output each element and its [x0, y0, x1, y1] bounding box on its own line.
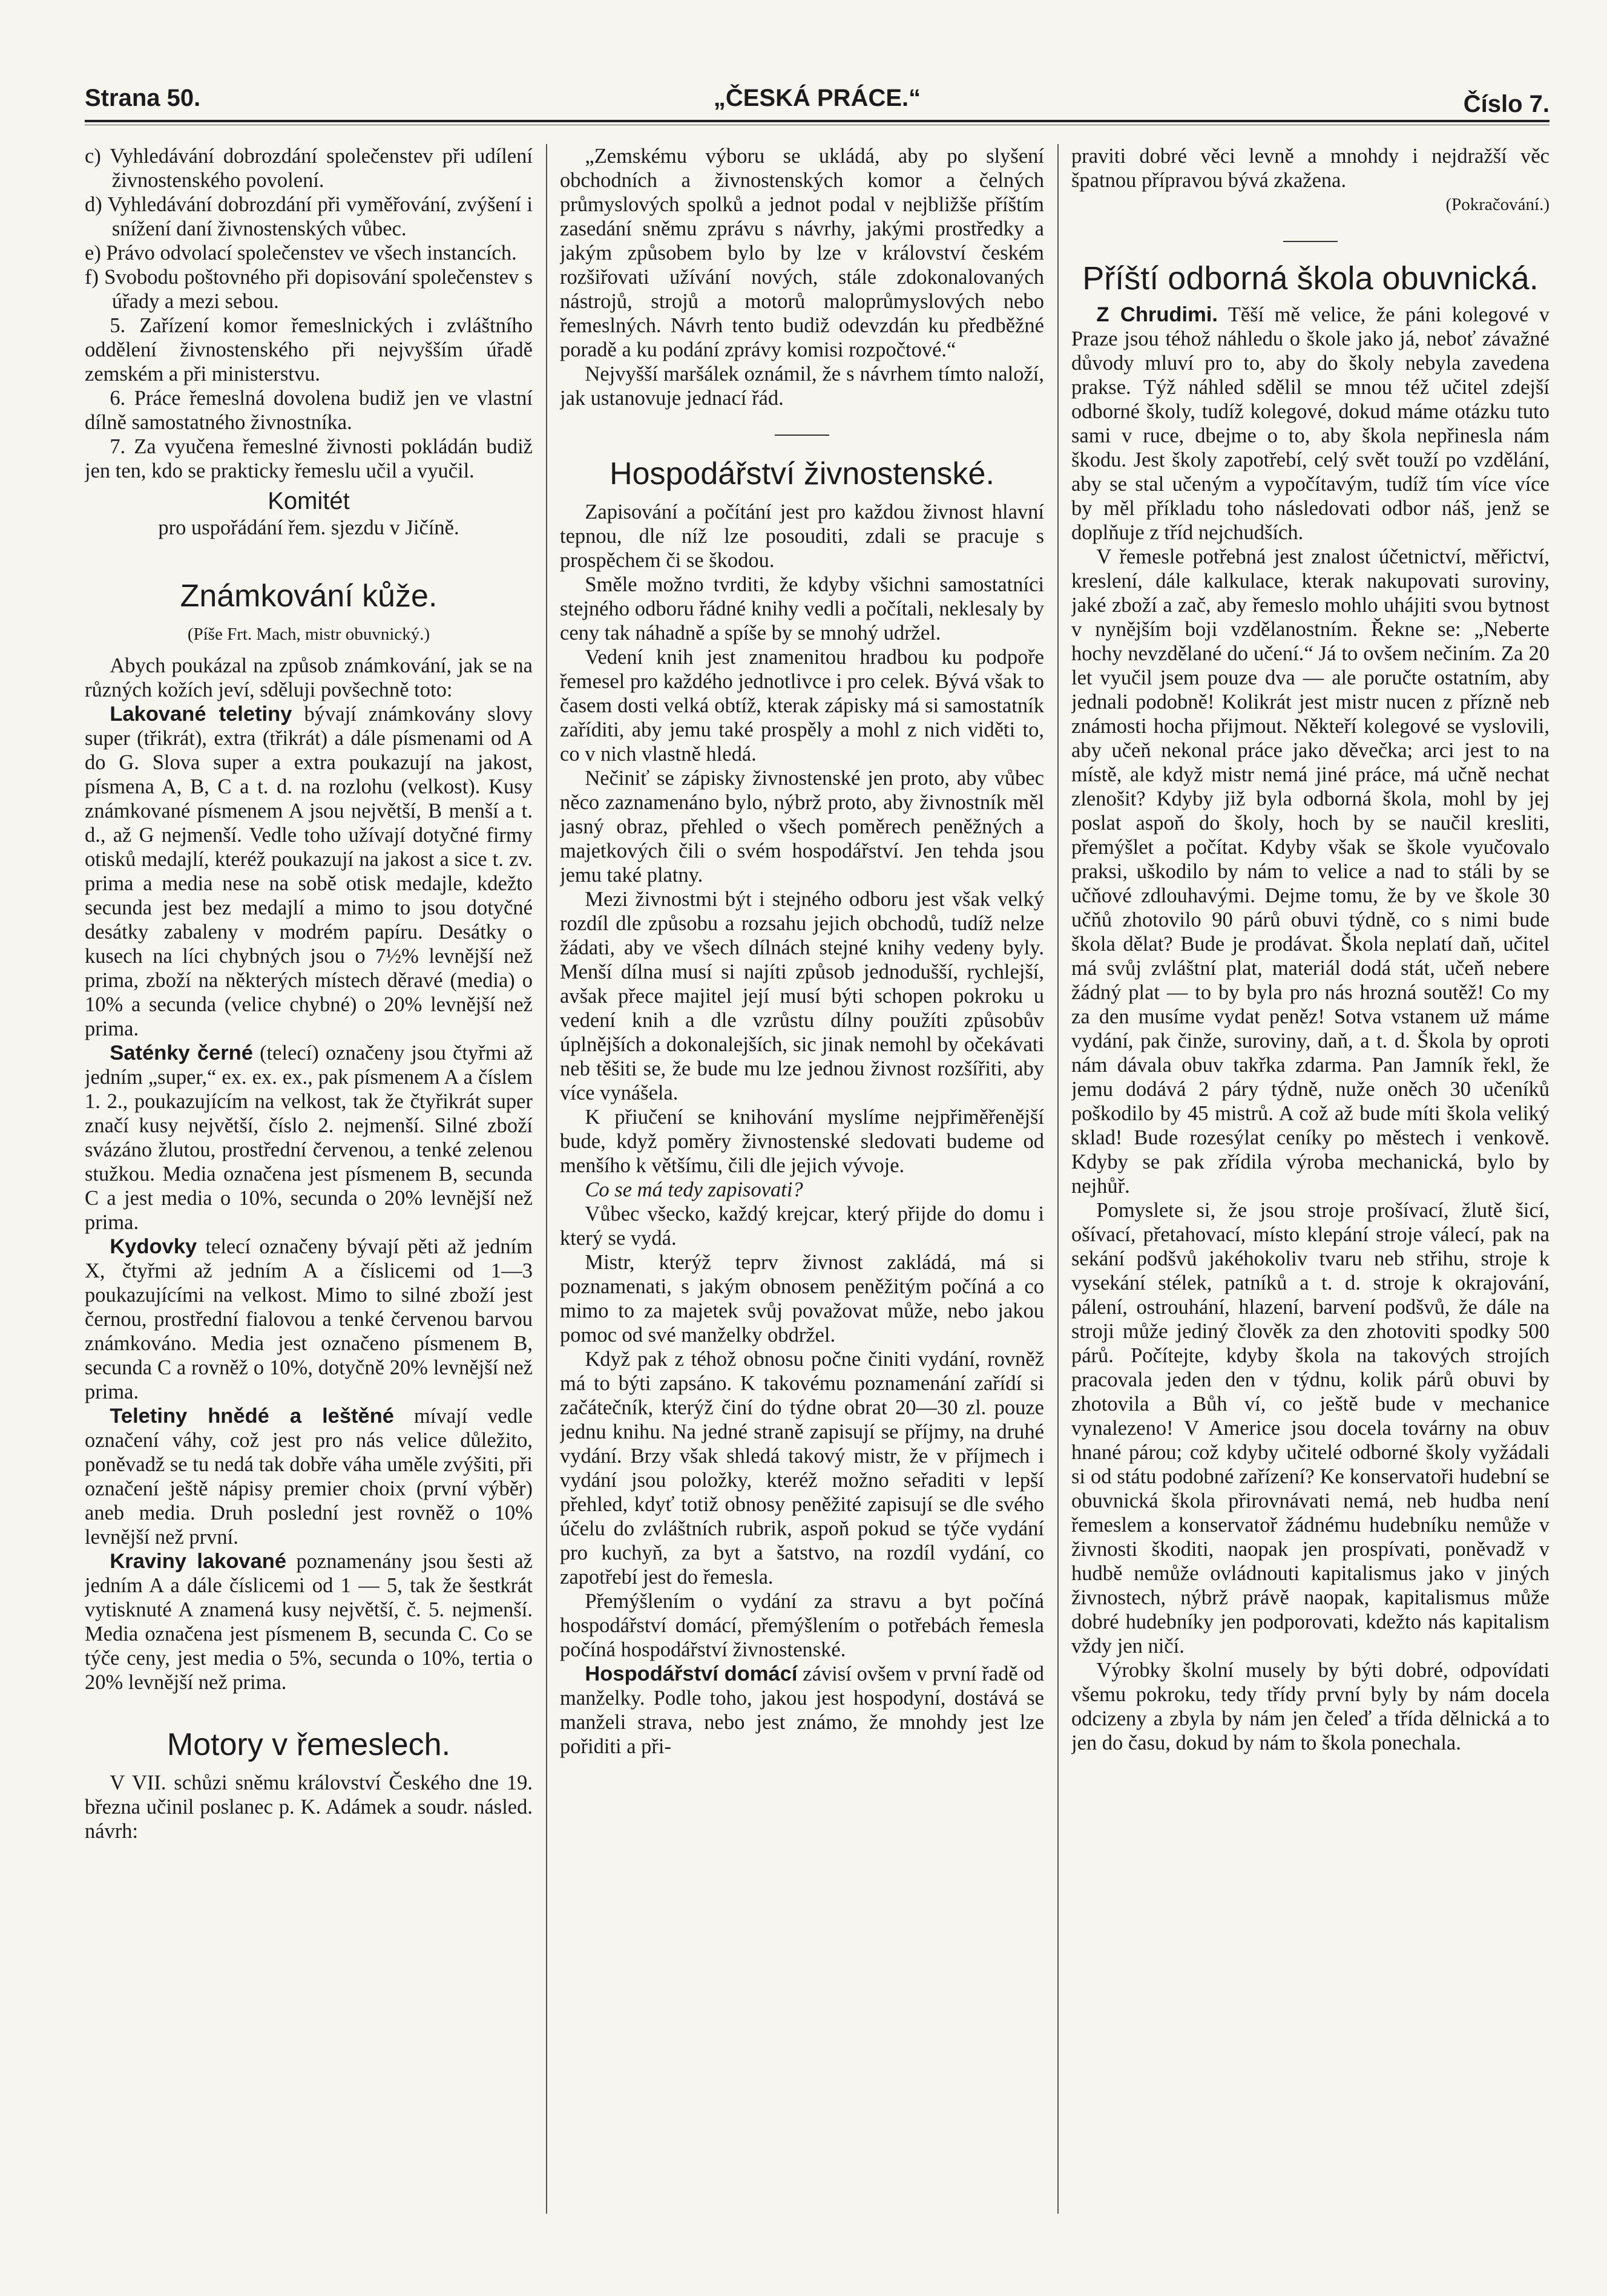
- paragraph: Kydovky telecí označeny bývají pěti až jedním X, čtyřmi až jedním A a číslicemi od 1—3 poukazujícími na velkost. Mimo to silné zboží jest černou, prostřední fialovou a tenké červenou barvou známkováno. Media jest označeno písmenem B, secunda C a rovněž o 10%, dotyčně 20% levnější než prima.: [85, 1235, 533, 1403]
- column-2: [560, 144, 1044, 2250]
- paragraph: Nejvyšší maršálek oznámil, že s návrhem tímto naloží, jak ustanovuje jednací řád.: [560, 362, 1044, 410]
- bold-term: Lakované teletiny: [110, 703, 292, 726]
- column-3: [1071, 144, 1549, 2250]
- list-item: c) Vyhledávání dobrozdání společenstev při udílení živnostenského povolení.: [85, 145, 533, 192]
- list-item: e) Právo odvolací společenstev ve všech instancích.: [85, 241, 517, 264]
- paragraph: Z Chrudimi. Těší mě velice, že páni kolegové v Praze jsou téhož náhledu o škole jako já, neboť závažné důvody mluví pro to, aby do školy nebyla zavedena prakse. Týž náhled sdělil se mnou též učitel zdejší odborné školy, tudíž kolegové, dokud máme otázku tuto sami v ruce, dbejme o to, aby škola nepřinesla nám škodu. Jest školy zapotřebí, celý svět touží po vzdělání, aby se stal učeným a vypočítavým, tudíž tím více více by měl příkladu toho následovati odbor náš, jenž se doplňuje z tříd nejchudších.: [1071, 303, 1549, 544]
- column-divider: [546, 144, 547, 2214]
- bold-term: Kydovky: [110, 1235, 197, 1258]
- paragraph: Přemýšlením o vydání za stravu a byt počíná hospodářství domácí, přemýšlením o potřebách řemesla počíná hospodářství živnostenské.: [560, 1590, 1044, 1661]
- paragraph: 6. Práce řemeslná dovolena budiž jen ve vlastní dílně samostatného živnostníka.: [85, 387, 533, 434]
- paragraph: Kraviny lakované poznamenány jsou šesti až jedním A a dále číslicemi od 1 — 5, tak že šestkrát vytisknuté A znamená kusy největší, č. 5. nejmenší. Media označena jest písmenem B, secunda C. Co se týče ceny, jest media o 5%, secunda o 10%, tertia o 20% levnější než prima.: [85, 1550, 533, 1694]
- paragraph: Saténky černé (telecí) označeny jsou čtyřmi až jedním „super,“ ex. ex. ex., pak písmenem A a číslem 1. 2., poukazujícím na velkost, tak že čtyřikrát super značí kusy největší, číslo 2. nejmenší. Silné zboží svázáno žlutou, prostřední červenou, a tenké zelenou stužkou. Media označena jest písmenem B, secunda C a jest media o 10%, secunda o 20% levnější než prima.: [85, 1041, 533, 1234]
- newspaper-title: „ČESKÁ PRÁCE.“: [713, 85, 921, 111]
- page-header: [85, 85, 1549, 121]
- paragraph: Pomyslete si, že jsou stroje prošívací, žlutě šicí, ošívací, přetahovací, místo klepání stroje válecí, pak na sekání podšvů jakéhokoliv tvaru neb střihu, stroje k vysekání stélek, patníků a t. d. stroje k okrajování, pálení, ostrouhání, hlazení, barvení podšvů, že dále na stroji může jediný člověk za den zhotoviti spodky 500 párů. Počítejte, kdyby škola na takových strojích pracovala jeden den v týdnu, kolik párů obuvi by zhotovila a Bůh ví, co ještě bude v mechanice vynalezeno! V Americe jsou docela továrny na obuv hnané párou; což kdyby učitelé odborné školy vyžádali si od státu podobné zařízení? Ke konservatoři hudební se obuvnická škola přirovnávati nemá, neb hudba není řemeslem a konservatoř žádnému hudebníku nemůže v živnosti škoditi, naopak jen prospívati, poněvadž v hudbě nemůže ovládnouti kapitalismus jako v jiných živnostech, nýbrž právě naopak, kapitalismus může dobré hudebníky jen podporovati, kdežto nás kapitalism vždy jen ničí.: [1071, 1199, 1549, 1658]
- continuation-note: (Pokračování.): [1445, 195, 1549, 214]
- paragraph: Teletiny hnědé a leštěné mívají vedle označení váhy, což jest pro nás velice důležito, poněvadž se tu nedá tak dobře váha uměle zvýšiti, při označení ještě nápisy premier choix (první výběr) aneb media. Druh poslední jest rovněž o 10% levnější než první.: [85, 1405, 533, 1549]
- header-rule: [85, 120, 1549, 122]
- paragraph: Nečiniť se zápisky živnostenské jen proto, aby vůbec něco zaznamenáno bylo, nýbrž proto, aby živnostník měl jasný obraz, přehled o všech poměrech peněžných a majetkových čili o svém hospodářství. Jen tehda jsou jemu také platny.: [560, 767, 1044, 887]
- paragraph: Abych poukázal na způsob známkování, jak se na různých kožích jeví, sděluji povšechně toto:: [85, 654, 533, 701]
- paragraph: Zapisování a počítání jest pro každou živnost hlavní tepnou, dle níž lze posouditi, zdali se pracuje s prospěchem či se škodou.: [560, 500, 1044, 572]
- paragraph: 7. Za vyučena řemeslné živnosti pokládán budiž jen ten, kdo se prakticky řemeslu učil a vyučil.: [85, 435, 533, 482]
- bold-term: Teletiny hnědé a leštěné: [110, 1405, 394, 1428]
- paragraph: Hospodářství domácí závisí ovšem v první řadě od manželky. Podle toho, jakou jest hospodyní, dostává se manželi strava, nebo jest známo, že mnohdy jest lze pořiditi a při-: [560, 1662, 1044, 1758]
- article-heading-skola: Příští odborná škola obuvnická.: [1082, 260, 1539, 297]
- article-heading-hospodarstvi: Hospodářství živnostenské.: [610, 456, 994, 491]
- bold-term: Hospodářství domácí: [585, 1662, 798, 1685]
- list-item: d) Vyhledávání dobrozdání při vyměřování, zvýšení i snížení daní živnostenských vůbec.: [85, 193, 533, 240]
- paragraph: Když pak z téhož obnosu počne činiti vydání, rovněž má to býti zapsáno. K takovému poznamenání zařídí si začátečník, kterýž činí do týdne obrat 20—30 zl. pouze jednu knihu. Na jedné straně zapisují se příjmy, na druhé vydání. Brzy však shledá takový mistr, že v příjmech i vydání jsou položky, kteréž možno seřaditi v lepší přehled, kdyť totiž obnosy peněžité zapisují se dle svého účelu do zvláštních rubrik, aspoň pokud se týče vydání pro kuchyň, za byt a šatstvo, na rozdíl vydání, co zapotřebí jest do řemesla.: [560, 1348, 1044, 1589]
- signature-subtitle: pro uspořádání řem. sjezdu v Jičíně.: [158, 516, 459, 539]
- paragraph: „Zemskému výboru se ukládá, aby po slyšení obchodních a živnostenských komor a čelných průmyslových spolků a jednot podal v nejbližše příštím zasedání sněmu zprávu s návrhy, jakými prostředky a jakým způsobem bylo by lze v království českém rozšiřovati užívání nových, stále zdokonalovaných nástrojů, strojů a motorů maloprůmyslových nebo řemeslných. Návrh tento budiž odevzdán ku předběžné poradě a ku podání zprávy komisi rozpočtové.“: [560, 145, 1044, 361]
- article-heading-motory: Motory v řemeslech.: [166, 1727, 451, 1762]
- paragraph-question: Co se má tedy zapisovati?: [585, 1178, 803, 1201]
- paragraph: Lakované teletiny bývají známkovány slovy super (třikrát), extra (třikrát) a dále písmenami od A do G. Slova super a extra poukazují na jakost, písmena A, B, C a t. d. na rozlohu (velkost). Kusy známkované písmenem A jsou největší, B menší a t. d., až G nejmenší. Vedle toho užívají dotyčné firmy otisků medajlí, kteréž poukazují na jakost a sice t. zv. prima a media nese na sobě otisk medajle, kdežto secunda jest bez medajlí a mimo to jsou dotyčné desátky zabaleny v modrém papíru. Desátky o kusech na líci chybných jsou o 7½% levnější než prima, zboží na některých místech děravé (media) o 10% a secunda (velice chybné) o 20% levnější než prima.: [85, 703, 533, 1040]
- paragraph: Směle možno tvrditi, že kdyby všichni samostatníci stejného odboru řádné knihy vedli a počítali, neklesaly by ceny tak náhadně a spíše by se mnohý udržel.: [560, 573, 1044, 645]
- separator: [1283, 241, 1338, 242]
- paragraph: praviti dobré věci levně a mnohdy i nejdražší věc špatnou přípravou bývá zkažena.: [1071, 145, 1549, 192]
- article-heading-kuze: Známkování kůže.: [180, 579, 438, 614]
- paragraph: V řemesle potřebná jest znalost účetnictví, měřictví, kreslení, dále kalkulace, kterak nakupovati suroviny, jaké zboží a zač, aby řemeslo mohlo uhájiti svou bytnost v nynějším boji vzdělanostním. Řekne se: „Neberte hochy nevzdělané do učení.“ Já to ovšem nečiním. Za 20 let vyučil jsem pouze dva — ale poručte ostatním, aby jednali podobně! Kolikrát jest mistr nucen z přízně neb známosti hocha přijmout. Někteří kolegové se vyslovili, aby učeň nekonal práce jako děvečka; arci jest to na místě, ale když mistr nemá jiné práce, má učně nechat zlenošit? Kdyby již byla odborná škola, mohl by jej poslat aspoň do školy, hoch by se naučil kresliti, přemýšlet a počítat. Kdyby však se škole vyučovalo praksi, uškodilo by nám to velice a nad to stáli by se učňové zdlouhavými. Dejme tomu, že by ve škole 30 učňů zhotovilo 90 párů obuvi týdně, co s nimi bude škola dělat? Bude je prodávat. Škola neplatí daň, učitel má svůj zvláštní plat, materiál dodá stát, učeň nebere žádný plat — to by byla pro nás hrozná soutěž! Co my za den musíme vydat peněz! Sotva vstanem už máme vydání, pak činže, suroviny, daň, a t. d. Škola by oproti nám dávala obuv takřka zdarma. Pan Jamník řekl, že jemu dodává 2 páry týdně, nuže oněch 30 učeníků poškodilo by 45 mistrů. A což až bude míti škola veliký sklad! Bude rozesýlat ceníky po městech i venkově. Kdyby se pak zřídila výroba mechanická, bylo by nejhůř.: [1071, 545, 1549, 1198]
- paragraph: K přiučení se knihování myslíme nejpřiměřenější bude, když poměry živnostenské sledovati budeme od menšího k většímu, čili dle jejich vývoje.: [560, 1106, 1044, 1177]
- bold-term: Kraviny lakované: [110, 1550, 287, 1573]
- paragraph: V VII. schůzi sněmu království Českého dne 19. března učinil poslanec p. K. Adámek a soudr. násled. návrh:: [85, 1771, 533, 1843]
- issue-number: Číslo 7.: [1463, 91, 1549, 117]
- page-number: Strana 50.: [85, 85, 201, 111]
- paragraph: Vůbec všecko, každý krejcar, který přijde do domu i který se vydá.: [560, 1202, 1044, 1250]
- paragraph: Mezi živnostmi být i stejného odboru jest však velký rozdíl dle způsobu a rozsahu jejich obchodů, tudíž nelze žádati, aby ve všech dílnách stejné knihy vedeny byly. Menší dílna musí si najíti způsob jednodušší, rychlejší, avšak přece majitel její musí býti schopen pokroku u vedení knih a dle vzrůstu dílny použíti způsobův úplnějších a dokonalejších, sic jinak nemohl by očekávati neb těšiti se, že bude mu lze jednou živnost rozšířiti, aby více vynášela.: [560, 888, 1044, 1104]
- bold-term: Saténky černé: [110, 1041, 253, 1064]
- column-divider: [1057, 144, 1059, 2214]
- separator: [775, 435, 829, 436]
- list-item: f) Svobodu poštovného při dopisování společenstev s úřady a mezi sebou.: [85, 266, 533, 313]
- paragraph: 5. Zařízení komor řemeslnických i zvláštního oddělení živnostenského při nejvyšším úřadě zemském a při ministerstvu.: [85, 314, 533, 385]
- paragraph: Mistr, kterýž teprv živnost zakládá, má si poznamenati, s jakým obnosem peněžitým počíná a co mimo to za majetek svůj považovat může, nebo jakou pomoc od své manželky obdržel.: [560, 1251, 1044, 1346]
- bold-term: Z Chrudimi.: [1096, 303, 1218, 326]
- paragraph: Vedení knih jest znamenitou hradbou ku podpoře řemesel pro každého jednotlivce i pro celek. Bývá však to časem dosti velká obtíž, kterak zápisky má si samostatník zaříditi, aby jemu také prospěly a mohl z nich viděti to, co v nich vlastně hledá.: [560, 646, 1044, 766]
- article-byline: (Píše Frt. Mach, mistr obuvnický.): [187, 625, 430, 644]
- column-1: [85, 144, 533, 2250]
- paragraph: Výrobky školní musely by býti dobré, odpovídati všemu pokroku, tedy třídy první byly by nám docela odcizeny a zbyla by nám jen čeleď a třída dělnická a to jen do času, dokud by nám to škola ponechala.: [1071, 1659, 1549, 1754]
- signature: Komitét: [268, 488, 350, 514]
